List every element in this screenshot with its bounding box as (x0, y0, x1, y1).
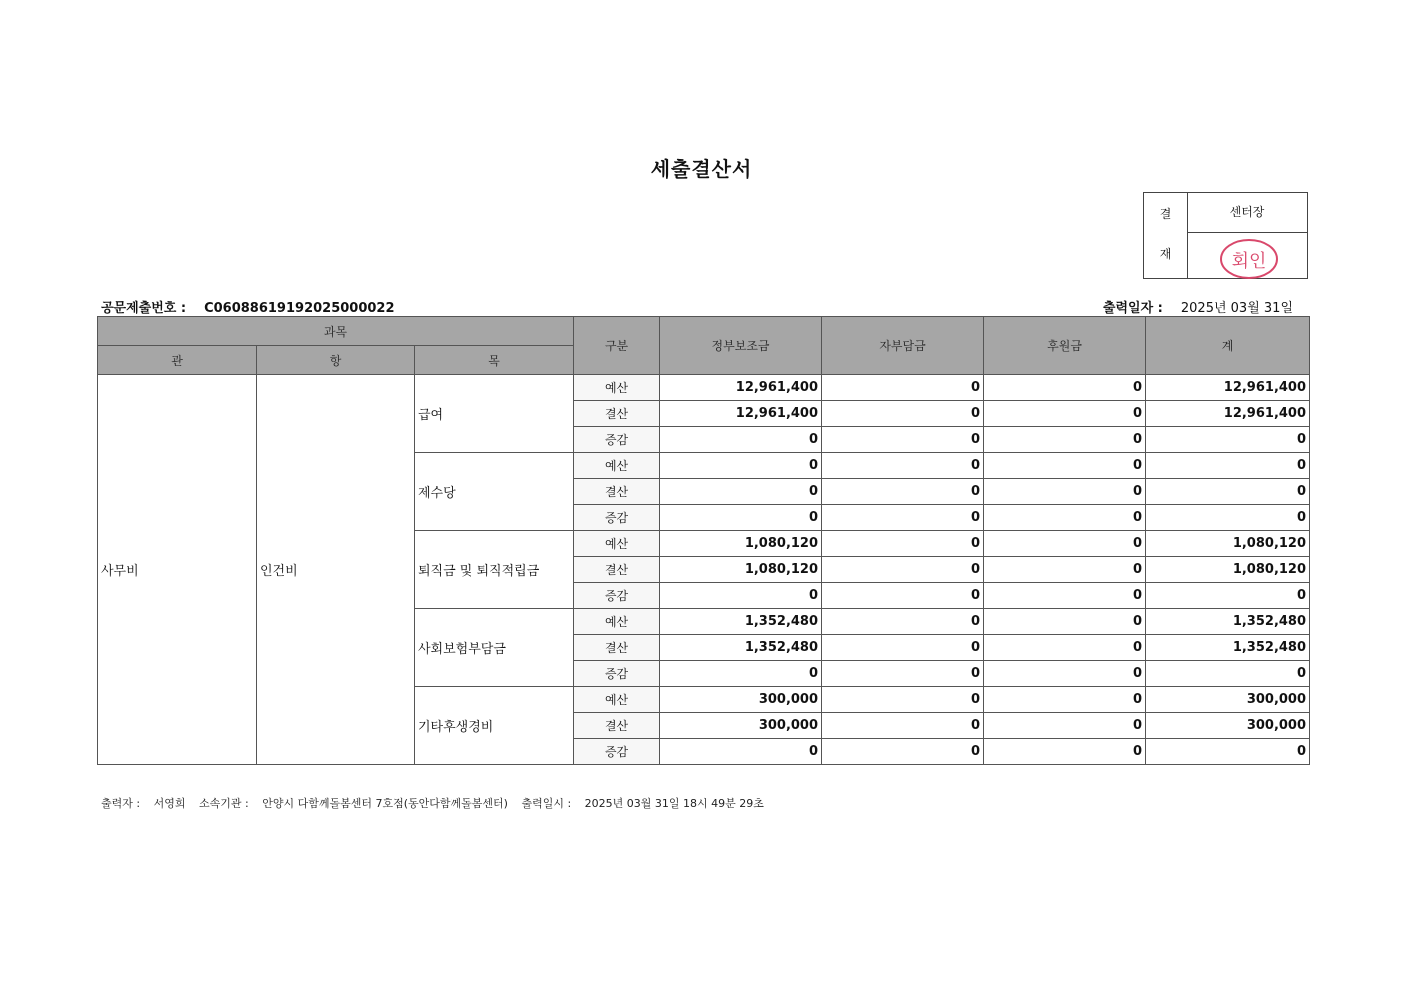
approval-side-1: 결 (1159, 207, 1172, 221)
cell-total: 300,000 (1146, 687, 1310, 713)
cell-support: 0 (984, 739, 1146, 765)
cell-support: 0 (984, 505, 1146, 531)
cell-total: 0 (1146, 505, 1310, 531)
footer-line (101, 795, 774, 811)
cell-support: 0 (984, 479, 1146, 505)
expenditure-table (97, 316, 1310, 765)
cell-gov: 12,961,400 (660, 375, 822, 401)
cell-gov: 300,000 (660, 687, 822, 713)
cell-kind: 증감 (574, 505, 660, 531)
cell-total: 300,000 (1146, 713, 1310, 739)
cell-self: 0 (822, 401, 984, 427)
cell-total: 1,080,120 (1146, 531, 1310, 557)
cell-self: 0 (822, 479, 984, 505)
cell-self: 0 (822, 609, 984, 635)
cell-support: 0 (984, 661, 1146, 687)
cell-self: 0 (822, 427, 984, 453)
cell-support: 0 (984, 713, 1146, 739)
cell-self: 0 (822, 557, 984, 583)
cell-support: 0 (984, 375, 1146, 401)
header-self: 자부담금 (822, 317, 984, 375)
cell-gov: 300,000 (660, 713, 822, 739)
approval-head: 센터장 (1187, 193, 1307, 233)
cell-total: 0 (1146, 479, 1310, 505)
print-date: 2025년 03월 31일 (1180, 301, 1293, 316)
header-kind: 구분 (574, 317, 660, 375)
cell-support: 0 (984, 687, 1146, 713)
cell-kind: 예산 (574, 687, 660, 713)
header-mok: 목 (415, 346, 574, 375)
cell-total: 1,352,480 (1146, 635, 1310, 661)
print-date-label: 출력일자 : (1102, 301, 1163, 316)
header-gov: 정부보조금 (660, 317, 822, 375)
cell-hang: 인건비 (257, 375, 415, 765)
cell-mok: 사회보험부담금 (415, 609, 574, 687)
cell-kind: 예산 (574, 453, 660, 479)
cell-kind: 결산 (574, 635, 660, 661)
cell-support: 0 (984, 609, 1146, 635)
cell-gov: 0 (660, 661, 822, 687)
cell-gov: 0 (660, 505, 822, 531)
cell-total: 1,080,120 (1146, 557, 1310, 583)
cell-self: 0 (822, 739, 984, 765)
cell-support: 0 (984, 531, 1146, 557)
cell-total: 12,961,400 (1146, 401, 1310, 427)
cell-gov: 1,352,480 (660, 609, 822, 635)
print-date-line (1103, 297, 1293, 316)
stamp-text: 회인 (1231, 251, 1267, 272)
cell-kind: 증감 (574, 739, 660, 765)
approval-side-2: 재 (1159, 247, 1172, 261)
cell-gov: 0 (660, 479, 822, 505)
cell-total: 0 (1146, 583, 1310, 609)
cell-support: 0 (984, 427, 1146, 453)
cell-total: 0 (1146, 427, 1310, 453)
cell-support: 0 (984, 635, 1146, 661)
submission-label: 공문제출번호 : (101, 301, 187, 316)
cell-self: 0 (822, 635, 984, 661)
cell-kind: 예산 (574, 609, 660, 635)
header-gwan: 관 (98, 346, 257, 375)
document-title: 세출결산서 (650, 157, 753, 181)
cell-kind: 결산 (574, 557, 660, 583)
cell-gov: 0 (660, 427, 822, 453)
header-hang: 항 (257, 346, 415, 375)
cell-mok: 퇴직금 및 퇴직적립금 (415, 531, 574, 609)
cell-support: 0 (984, 453, 1146, 479)
cell-self: 0 (822, 687, 984, 713)
submission-number-line (101, 297, 395, 316)
cell-gov: 0 (660, 739, 822, 765)
footer-print-time: 2025년 03월 31일 18시 49분 29초 (584, 797, 764, 810)
cell-self: 0 (822, 531, 984, 557)
cell-total: 0 (1146, 453, 1310, 479)
cell-kind: 결산 (574, 713, 660, 739)
cell-kind: 증감 (574, 427, 660, 453)
approval-side (1144, 193, 1188, 278)
table-row (98, 375, 1310, 401)
cell-kind: 증감 (574, 583, 660, 609)
cell-kind: 결산 (574, 401, 660, 427)
cell-self: 0 (822, 661, 984, 687)
footer-print-time-label: 출력일시 : (521, 797, 572, 810)
cell-gov: 1,080,120 (660, 557, 822, 583)
cell-kind: 결산 (574, 479, 660, 505)
cell-total: 1,352,480 (1146, 609, 1310, 635)
footer-org-label: 소속기관 : (198, 797, 249, 810)
cell-self: 0 (822, 583, 984, 609)
cell-kind: 예산 (574, 375, 660, 401)
footer-printer: 서영희 (153, 797, 186, 810)
header-support: 후원금 (984, 317, 1146, 375)
header-total: 계 (1146, 317, 1310, 375)
cell-kind: 예산 (574, 531, 660, 557)
approval-stamp (1219, 237, 1279, 279)
cell-total: 12,961,400 (1146, 375, 1310, 401)
cell-mok: 기타후생경비 (415, 687, 574, 765)
cell-mok: 제수당 (415, 453, 574, 531)
cell-kind: 증감 (574, 661, 660, 687)
cell-gwan: 사무비 (98, 375, 257, 765)
cell-total: 0 (1146, 661, 1310, 687)
cell-self: 0 (822, 375, 984, 401)
submission-number: C06088619192025000022 (204, 301, 395, 316)
cell-support: 0 (984, 583, 1146, 609)
cell-gov: 0 (660, 583, 822, 609)
footer-printer-label: 출력자 : (101, 797, 141, 810)
cell-self: 0 (822, 713, 984, 739)
cell-support: 0 (984, 557, 1146, 583)
cell-gov: 12,961,400 (660, 401, 822, 427)
cell-gov: 0 (660, 453, 822, 479)
cell-gov: 1,352,480 (660, 635, 822, 661)
cell-self: 0 (822, 453, 984, 479)
footer-org: 안양시 다함께돌봄센터 7호점(동안다함께돌봄센터) (262, 797, 508, 810)
cell-total: 0 (1146, 739, 1310, 765)
header-subject: 과목 (98, 317, 574, 346)
cell-support: 0 (984, 401, 1146, 427)
cell-gov: 1,080,120 (660, 531, 822, 557)
cell-mok: 급여 (415, 375, 574, 453)
cell-self: 0 (822, 505, 984, 531)
